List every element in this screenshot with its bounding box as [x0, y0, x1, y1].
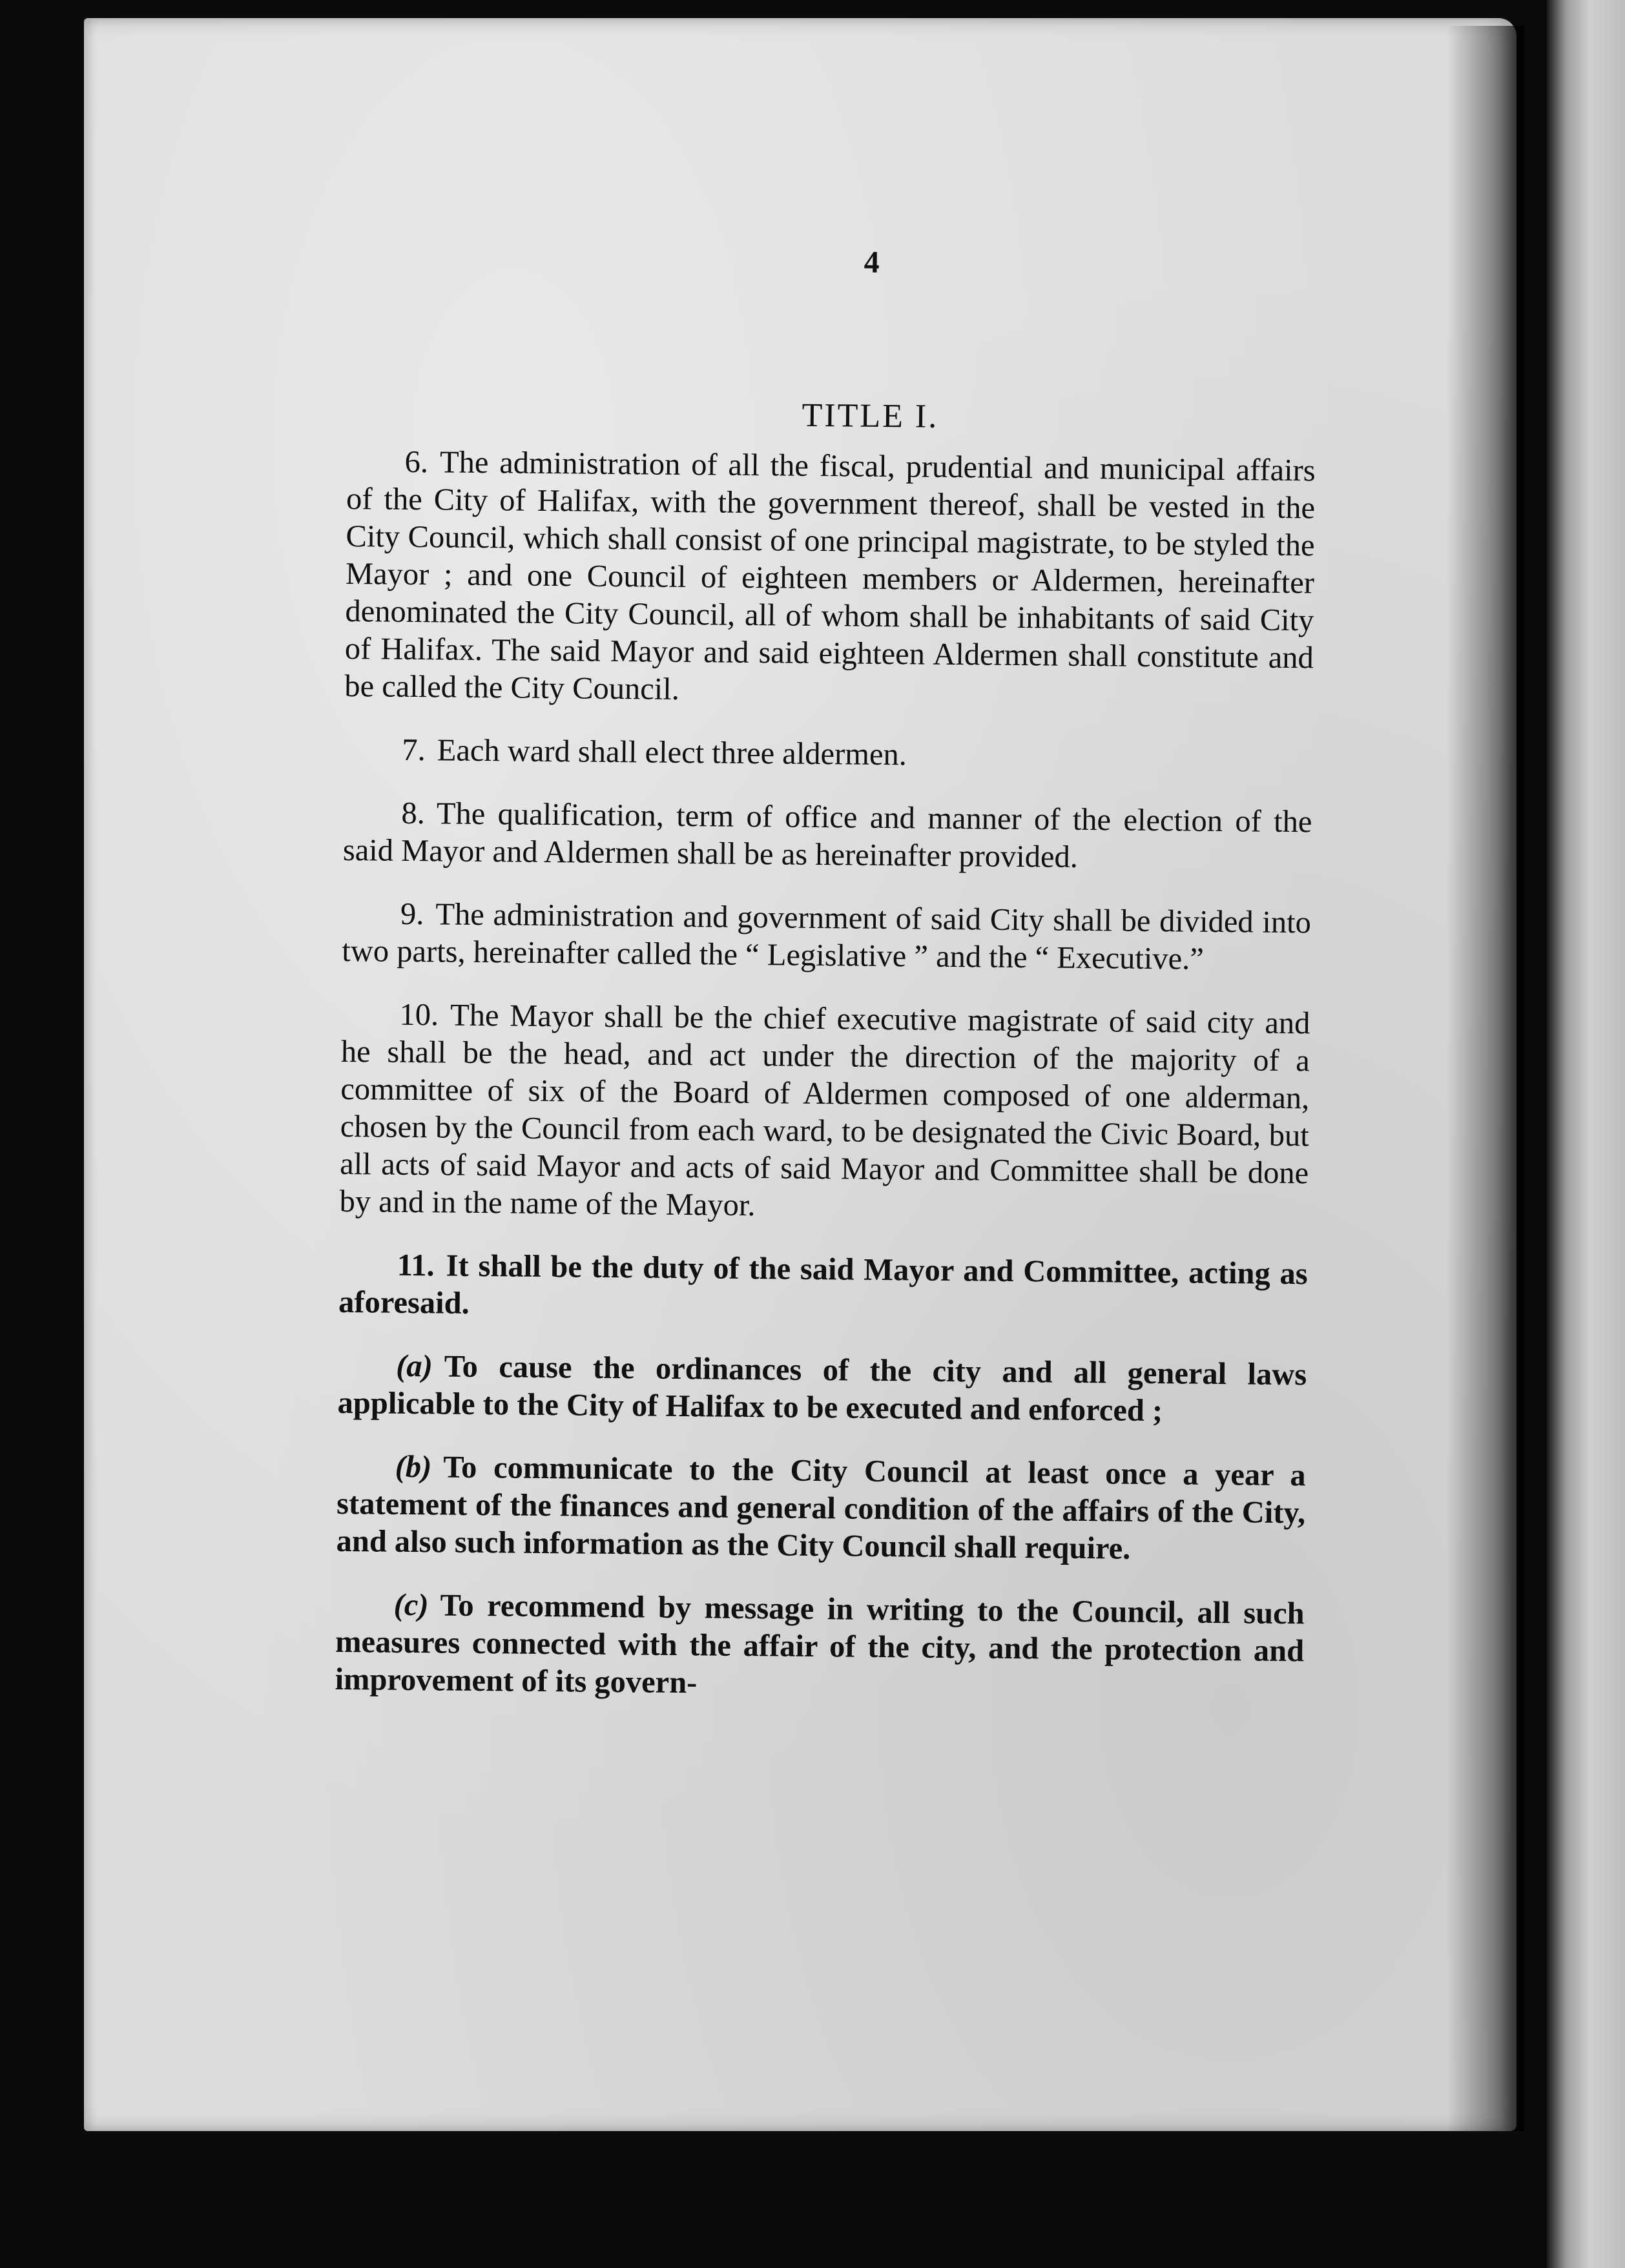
subclause-letter: (b)	[395, 1449, 432, 1485]
page-number: 4	[864, 245, 880, 280]
adjacent-page-edge	[1547, 0, 1625, 2268]
subclause-text: To recommend by message in writing to the Council, all such measures connected with the affair of the city, and the protection and improvement of its govern-	[335, 1588, 1305, 1700]
paragraph-text: The Mayor shall be the chief executive magistrate of said city and he shall be the head, and act under the direction of the majority of a committee of six of the Board of Aldermen composed of one alderman, chosen by the Council from each ward, to be designated the Civic Board, but all acts of said Mayor and acts of said Mayor and Committee shall be done by and in the name of the Mayor.	[339, 998, 1310, 1223]
paragraph-7	[344, 731, 1312, 778]
paragraph-10	[339, 996, 1310, 1230]
paragraph-text: The administration and government of said City shall be divided into two parts, hereinafter called the “ Legislative ” and the “ Executive.”	[342, 897, 1312, 976]
subclause-c	[335, 1586, 1305, 1707]
subclause-text: To cause the ordinances of the city and all general laws applicable to the City of Halifax to be executed and enforced ;	[337, 1349, 1307, 1428]
paragraph-text: The qualification, term of office and manner of the election of the said Mayor and Aldermen shall be as hereinafter provided.	[342, 796, 1312, 874]
paragraph-text: The administration of all the fiscal, prudential and municipal affairs of the City of Halifax, with the government thereof, shall be vested in the City Council, which shall consist of one principal magistrate, to be styled the Mayor ; and one Council of eighteen members or Aldermen, hereinafter denominated the City Council, all of whom shall be inhabitants of said City of Halifax. The said Mayor and said eighteen Aldermen shall constitute and be called the City Council.	[344, 445, 1316, 706]
paragraph-number: 11.	[397, 1248, 435, 1283]
paragraph-number: 10.	[399, 997, 439, 1033]
paragraph-8	[343, 794, 1312, 878]
paragraph-number: 7.	[402, 732, 426, 768]
subclause-text: To communicate to the City Council at least once a year a statement of the finances and general condition of the affairs of the City, and also such information as the City Council shall require.	[336, 1450, 1306, 1566]
paragraph-number: 6.	[404, 444, 429, 480]
subclause-letter: (c)	[393, 1587, 429, 1623]
page-text	[335, 239, 1318, 1733]
paragraph-text: Each ward shall elect three aldermen.	[437, 733, 907, 772]
page-fold-shadow	[1447, 26, 1524, 2131]
paragraph-number: 8.	[401, 796, 426, 831]
subclause-a	[337, 1347, 1307, 1431]
subclause-letter: (a)	[395, 1348, 433, 1384]
paragraph-9	[342, 895, 1311, 979]
paragraph-6	[344, 443, 1316, 714]
paragraph-number: 9.	[400, 896, 424, 932]
paragraph-text: It shall be the duty of the said Mayor and Committee, acting as aforesaid.	[338, 1248, 1308, 1321]
paragraph-11	[338, 1246, 1308, 1330]
subclause-b	[336, 1448, 1306, 1569]
section-title: TITLE I.	[802, 397, 939, 435]
